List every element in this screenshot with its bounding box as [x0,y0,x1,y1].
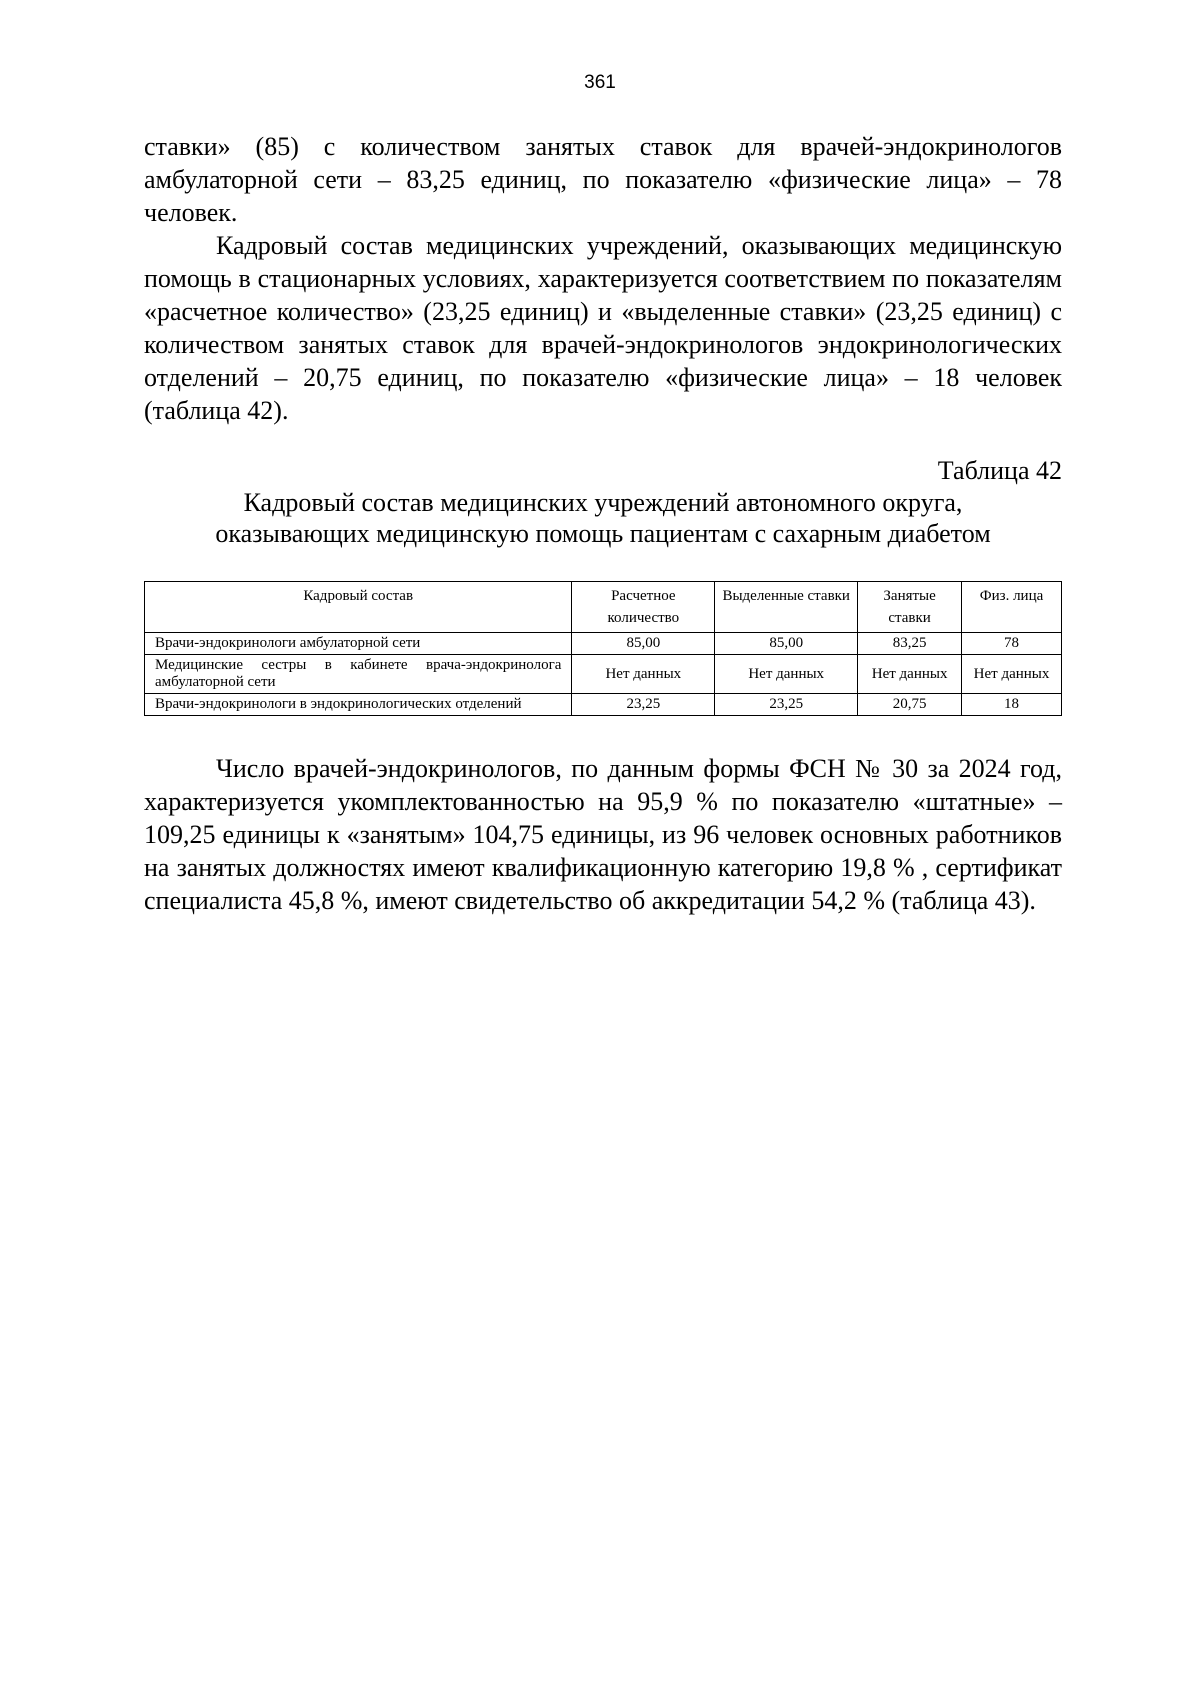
row-name: Врачи-эндокринологи в эндокринологических отделений [145,694,572,716]
header-individuals: Физ. лица [962,582,1062,633]
cell-allocated: 23,25 [715,694,858,716]
paragraph-continuation: ставки» (85) с количеством занятых ставок для врачей-эндокринологов амбулаторной сети – 83,25 единиц, по показателю «физические лица» – 78 человек. [144,132,1062,227]
cell-calculated: 85,00 [572,633,715,655]
table-title-line-2: оказывающих медицинскую помощь пациентам с сахарным диабетом [215,519,991,548]
cell-allocated: Нет данных [715,655,858,694]
document-body [144,130,1062,917]
cell-occupied: Нет данных [858,655,962,694]
row-name: Врачи-эндокринологи амбулаторной сети [145,633,572,655]
table-header-row [145,582,1062,633]
paragraph-endocrinologists-count: Число врачей-эндокринологов, по данным формы ФСН № 30 за 2024 год, характеризуется укомплектованностью на 95,9 % по показателю «штатные» – 109,25 единицы к «занятым» 104,75 единицы, из 96 человек основных работников на занятых должностях имеют квалификационную категорию 19,8 % , сертификат специалиста 45,8 %, имеют свидетельство об аккредитации 54,2 % (таблица 43). [144,754,1062,915]
staffing-table [144,581,1062,716]
header-calculated-count: Расчетное количество [572,582,715,633]
cell-occupied: 20,75 [858,694,962,716]
cell-occupied: 83,25 [858,633,962,655]
row-name: Медицинские сестры в кабинете врача-эндокринолога амбулаторной сети [145,655,572,694]
cell-individuals: Нет данных [962,655,1062,694]
header-allocated-positions: Выделенные ставки [715,582,858,633]
cell-calculated: Нет данных [572,655,715,694]
table-row [145,633,1062,655]
table-title [144,487,1062,549]
cell-individuals: 18 [962,694,1062,716]
page-number: 361 [584,72,616,93]
cell-allocated: 85,00 [715,633,858,655]
cell-individuals: 78 [962,633,1062,655]
paragraph-staffing-inpatient: Кадровый состав медицинских учреждений, оказывающих медицинскую помощь в стационарных условиях, характеризуется соответствием по показателям «расчетное количество» (23,25 единиц) и «выделенные ставки» (23,25 единиц) с количеством занятых ставок для врачей-эндокринологов эндокринологических отделений – 20,75 единиц, по показателю «физические лица» – 18 человек (таблица 42). [144,231,1062,425]
header-occupied-positions: Занятые ставки [858,582,962,633]
cell-calculated: 23,25 [572,694,715,716]
table-row [145,694,1062,716]
table-title-line-1: Кадровый состав медицинских учреждений автономного округа, [243,488,963,517]
table-row [145,655,1062,694]
header-staff-composition: Кадровый состав [145,582,572,633]
table-label: Таблица 42 [937,456,1062,485]
